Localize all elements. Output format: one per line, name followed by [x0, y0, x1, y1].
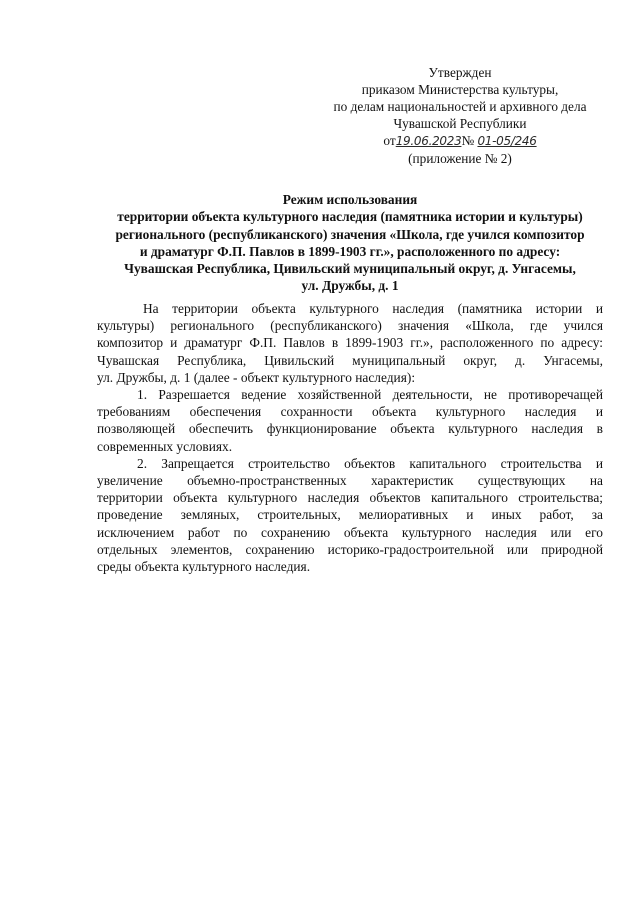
- approval-line-approved: Утвержден: [428, 65, 492, 80]
- paragraph-line: 1. Разрешается ведение хозяйственной деятельности, не противоречащей: [137, 387, 603, 403]
- approval-date-number-line: [320, 132, 600, 150]
- approval-line-order: приказом Министерства культуры,: [361, 82, 559, 97]
- paragraph-line: исключением работ по сохранению объекта культурного наследия или его: [97, 524, 603, 540]
- date-prefix: от: [383, 133, 396, 148]
- paragraph-line: территории объекта культурного наследия объектов капитального строительства;: [97, 490, 603, 506]
- title-line-3: регионального (республиканского) значения «Школа, где учился композитор: [115, 226, 585, 242]
- document-title: [96, 191, 604, 295]
- paragraph-intro: [97, 300, 603, 386]
- paragraph-line: На территории объекта культурного наследия (памятника истории и: [143, 301, 603, 316]
- document-body: [97, 300, 603, 575]
- paragraph-item-2: [97, 455, 603, 575]
- approval-line-ministry: по делам национальностей и архивного дела: [333, 99, 587, 114]
- paragraph-line: современных условиях.: [97, 438, 233, 454]
- approval-stamp-block: [320, 64, 600, 167]
- paragraph-line: среды объекта культурного наследия.: [97, 559, 311, 575]
- paragraph-item-1: [97, 386, 603, 455]
- approval-line-appendix: (приложение № 2): [408, 151, 512, 166]
- paragraph-line: проведение земляных, строительных, мелиоративных и иных работ, за: [97, 507, 603, 523]
- paragraph-line: ул. Дружбы, д. 1 (далее - объект культурного наследия):: [97, 369, 416, 385]
- title-line-4: и драматург Ф.П. Павлов в 1899-1903 гг.», расположенного по адресу:: [139, 243, 561, 259]
- paragraph-line: увеличение объемно-пространственных характеристик существующих на: [97, 473, 603, 489]
- paragraph-line: позволяющей обеспечить функционирование объекта культурного наследия в: [97, 421, 603, 437]
- handwritten-date: 19.06.2023: [395, 134, 462, 148]
- handwritten-number: 01-05/246: [477, 134, 537, 148]
- title-line-6: ул. Дружбы, д. 1: [301, 278, 399, 294]
- paragraph-line: композитор и драматург Ф.П. Павлов в 1899-1903 гг.», расположенного по адресу:: [97, 335, 603, 351]
- title-line-2: территории объекта культурного наследия (памятника истории и культуры): [117, 209, 583, 225]
- paragraph-line: культуры) регионального (республиканского) значения «Школа, где учился: [97, 318, 603, 334]
- title-line-5: Чувашская Республика, Цивильский муниципальный округ, д. Унгасемы,: [124, 261, 576, 277]
- number-prefix: №: [461, 133, 475, 148]
- paragraph-line: 2. Запрещается строительство объектов капитального строительства и: [137, 455, 603, 471]
- paragraph-line: требованиям обеспечения сохранности объекта культурного наследия и: [97, 404, 603, 420]
- paragraph-line: отдельных элементов, сохранению историко-градостроительной или природной: [97, 541, 603, 557]
- paragraph-line: Чувашская Республика, Цивильский муниципальный округ, д. Унгасемы,: [97, 352, 603, 368]
- title-line-1: Режим использования: [282, 192, 418, 207]
- approval-line-republic: Чувашской Республики: [393, 116, 527, 131]
